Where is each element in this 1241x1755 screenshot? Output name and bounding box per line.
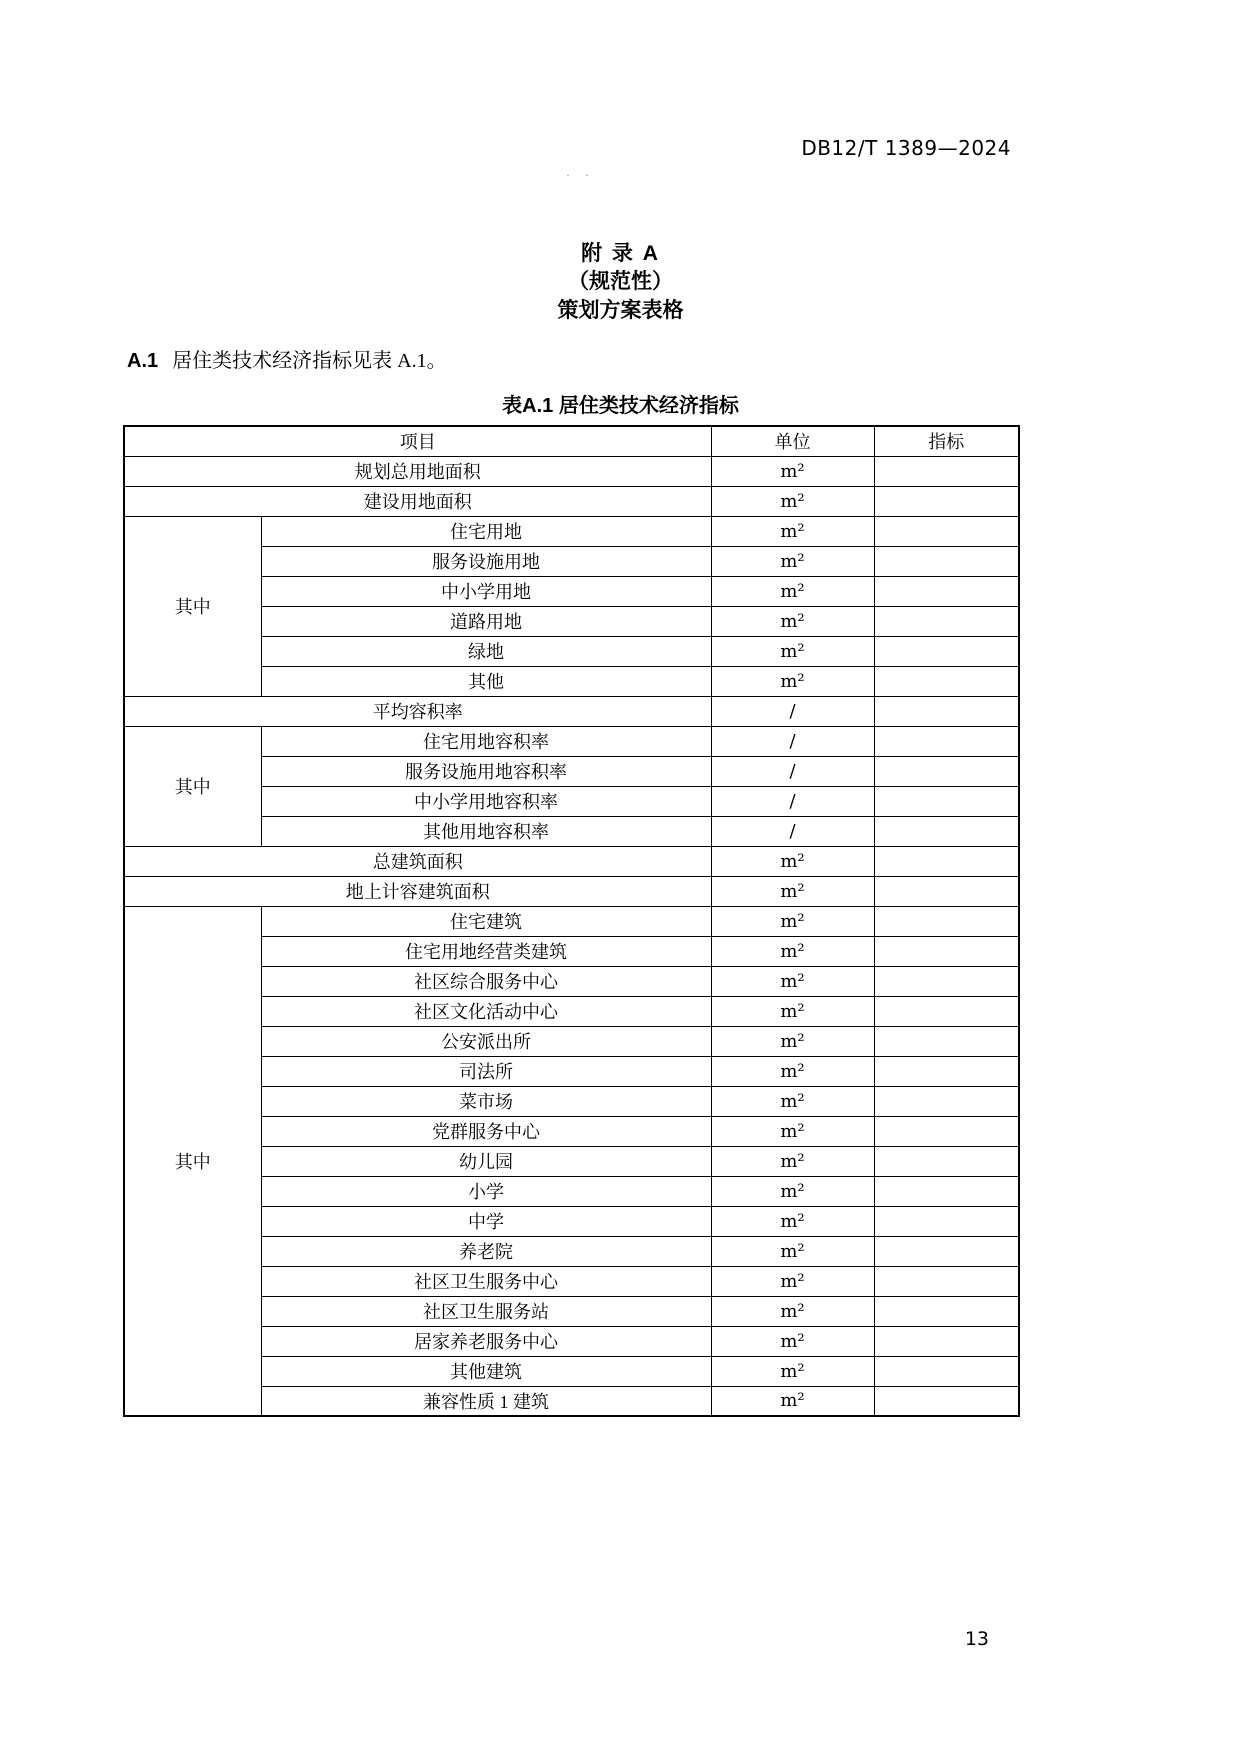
table-row xyxy=(124,846,1019,876)
item-cell: 菜市场 xyxy=(261,1086,711,1116)
item-cell: 社区综合服务中心 xyxy=(261,966,711,996)
indicator-cell xyxy=(874,486,1019,516)
indicator-cell xyxy=(874,636,1019,666)
unit-cell: m² xyxy=(711,846,874,876)
indicator-cell xyxy=(874,606,1019,636)
item-cell: 中学 xyxy=(261,1206,711,1236)
item-cell: 中小学用地容积率 xyxy=(261,786,711,816)
item-cell: 住宅用地经营类建筑 xyxy=(261,936,711,966)
item-cell: 中小学用地 xyxy=(261,576,711,606)
item-cell: 社区卫生服务中心 xyxy=(261,1266,711,1296)
unit-cell: m² xyxy=(711,546,874,576)
unit-cell: m² xyxy=(711,996,874,1026)
unit-cell: / xyxy=(711,726,874,756)
unit-cell: / xyxy=(711,696,874,726)
stray-print-mark: · · xyxy=(566,168,595,182)
indicator-cell xyxy=(874,576,1019,606)
item-cell: 服务设施用地容积率 xyxy=(261,756,711,786)
item-cell: 住宅用地容积率 xyxy=(261,726,711,756)
unit-cell: m² xyxy=(711,456,874,486)
item-cell: 绿地 xyxy=(261,636,711,666)
unit-cell: m² xyxy=(711,936,874,966)
item-cell: 小学 xyxy=(261,1176,711,1206)
indicator-cell xyxy=(874,1116,1019,1146)
unit-cell: m² xyxy=(711,1176,874,1206)
unit-cell: m² xyxy=(711,1296,874,1326)
table-row xyxy=(124,486,1019,516)
unit-cell: m² xyxy=(711,486,874,516)
indicator-cell xyxy=(874,1326,1019,1356)
item-cell: 司法所 xyxy=(261,1056,711,1086)
unit-cell: m² xyxy=(711,1056,874,1086)
header-unit: 单位 xyxy=(711,426,874,456)
indicator-cell xyxy=(874,966,1019,996)
group-label-cell: 其中 xyxy=(124,906,261,1416)
item-cell: 住宅用地 xyxy=(261,516,711,546)
item-cell: 总建筑面积 xyxy=(124,846,711,876)
unit-cell: m² xyxy=(711,1386,874,1416)
table-row xyxy=(124,726,1019,756)
group-label-cell: 其中 xyxy=(124,726,261,846)
indicator-cell xyxy=(874,726,1019,756)
indicator-cell xyxy=(874,1206,1019,1236)
indicator-cell xyxy=(874,696,1019,726)
unit-cell: m² xyxy=(711,1236,874,1266)
table-row xyxy=(124,516,1019,546)
item-cell: 其他用地容积率 xyxy=(261,816,711,846)
item-cell: 社区文化活动中心 xyxy=(261,996,711,1026)
item-cell: 地上计容建筑面积 xyxy=(124,876,711,906)
item-cell: 建设用地面积 xyxy=(124,486,711,516)
indicator-cell xyxy=(874,1356,1019,1386)
item-cell: 公安派出所 xyxy=(261,1026,711,1056)
item-cell: 其他 xyxy=(261,666,711,696)
unit-cell: / xyxy=(711,756,874,786)
header-indicator: 指标 xyxy=(874,426,1019,456)
unit-cell: m² xyxy=(711,606,874,636)
unit-cell: m² xyxy=(711,1116,874,1146)
clause-a1-paragraph xyxy=(127,344,447,373)
appendix-title: 附 录 A xyxy=(581,242,660,265)
unit-cell: m² xyxy=(711,516,874,546)
indicator-cell xyxy=(874,1056,1019,1086)
indicator-cell xyxy=(874,996,1019,1026)
unit-cell: / xyxy=(711,816,874,846)
indicator-cell xyxy=(874,1176,1019,1206)
item-cell: 兼容性质 1 建筑 xyxy=(261,1386,711,1416)
item-cell: 幼儿园 xyxy=(261,1146,711,1176)
indicator-cell xyxy=(874,1086,1019,1116)
indicator-cell xyxy=(874,876,1019,906)
unit-cell: m² xyxy=(711,906,874,936)
indicator-cell xyxy=(874,1266,1019,1296)
item-cell: 其他建筑 xyxy=(261,1356,711,1386)
unit-cell: / xyxy=(711,786,874,816)
item-cell: 平均容积率 xyxy=(124,696,711,726)
indicator-cell xyxy=(874,906,1019,936)
indicator-cell xyxy=(874,516,1019,546)
unit-cell: m² xyxy=(711,966,874,996)
indicator-cell xyxy=(874,456,1019,486)
unit-cell: m² xyxy=(711,876,874,906)
unit-cell: m² xyxy=(711,1266,874,1296)
table-row xyxy=(124,906,1019,936)
table-row xyxy=(124,696,1019,726)
technical-indicators-table xyxy=(123,425,1020,1417)
unit-cell: m² xyxy=(711,576,874,606)
document-code: DB12/T 1389—2024 xyxy=(801,136,1011,160)
item-cell: 住宅建筑 xyxy=(261,906,711,936)
unit-cell: m² xyxy=(711,1146,874,1176)
table-row xyxy=(124,876,1019,906)
indicator-cell xyxy=(874,1386,1019,1416)
unit-cell: m² xyxy=(711,636,874,666)
indicator-cell xyxy=(874,546,1019,576)
indicator-cell xyxy=(874,1296,1019,1326)
indicator-cell xyxy=(874,1146,1019,1176)
table-header-row xyxy=(124,426,1019,456)
item-cell: 社区卫生服务站 xyxy=(261,1296,711,1326)
header-item: 项目 xyxy=(124,426,711,456)
indicator-cell xyxy=(874,816,1019,846)
clause-text: 居住类技术经济指标见表 A.1。 xyxy=(172,350,447,372)
table-row xyxy=(124,456,1019,486)
group-label-cell: 其中 xyxy=(124,516,261,696)
unit-cell: m² xyxy=(711,1356,874,1386)
clause-number: A.1 xyxy=(127,350,159,372)
appendix-subtitle: 策划方案表格 xyxy=(557,299,684,322)
item-cell: 服务设施用地 xyxy=(261,546,711,576)
indicator-cell xyxy=(874,1236,1019,1266)
indicator-cell xyxy=(874,666,1019,696)
appendix-normative-label: （规范性） xyxy=(568,270,673,293)
indicator-cell xyxy=(874,936,1019,966)
unit-cell: m² xyxy=(711,1206,874,1236)
item-cell: 养老院 xyxy=(261,1236,711,1266)
item-cell: 道路用地 xyxy=(261,606,711,636)
unit-cell: m² xyxy=(711,666,874,696)
item-cell: 党群服务中心 xyxy=(261,1116,711,1146)
table-caption: 表A.1 居住类技术经济指标 xyxy=(502,395,739,417)
page-number: 13 xyxy=(964,1628,989,1650)
item-cell: 规划总用地面积 xyxy=(124,456,711,486)
unit-cell: m² xyxy=(711,1026,874,1056)
indicator-cell xyxy=(874,786,1019,816)
unit-cell: m² xyxy=(711,1326,874,1356)
indicators-table-body xyxy=(124,456,1019,1416)
indicator-cell xyxy=(874,1026,1019,1056)
indicator-cell xyxy=(874,756,1019,786)
item-cell: 居家养老服务中心 xyxy=(261,1326,711,1356)
indicator-cell xyxy=(874,846,1019,876)
unit-cell: m² xyxy=(711,1086,874,1116)
